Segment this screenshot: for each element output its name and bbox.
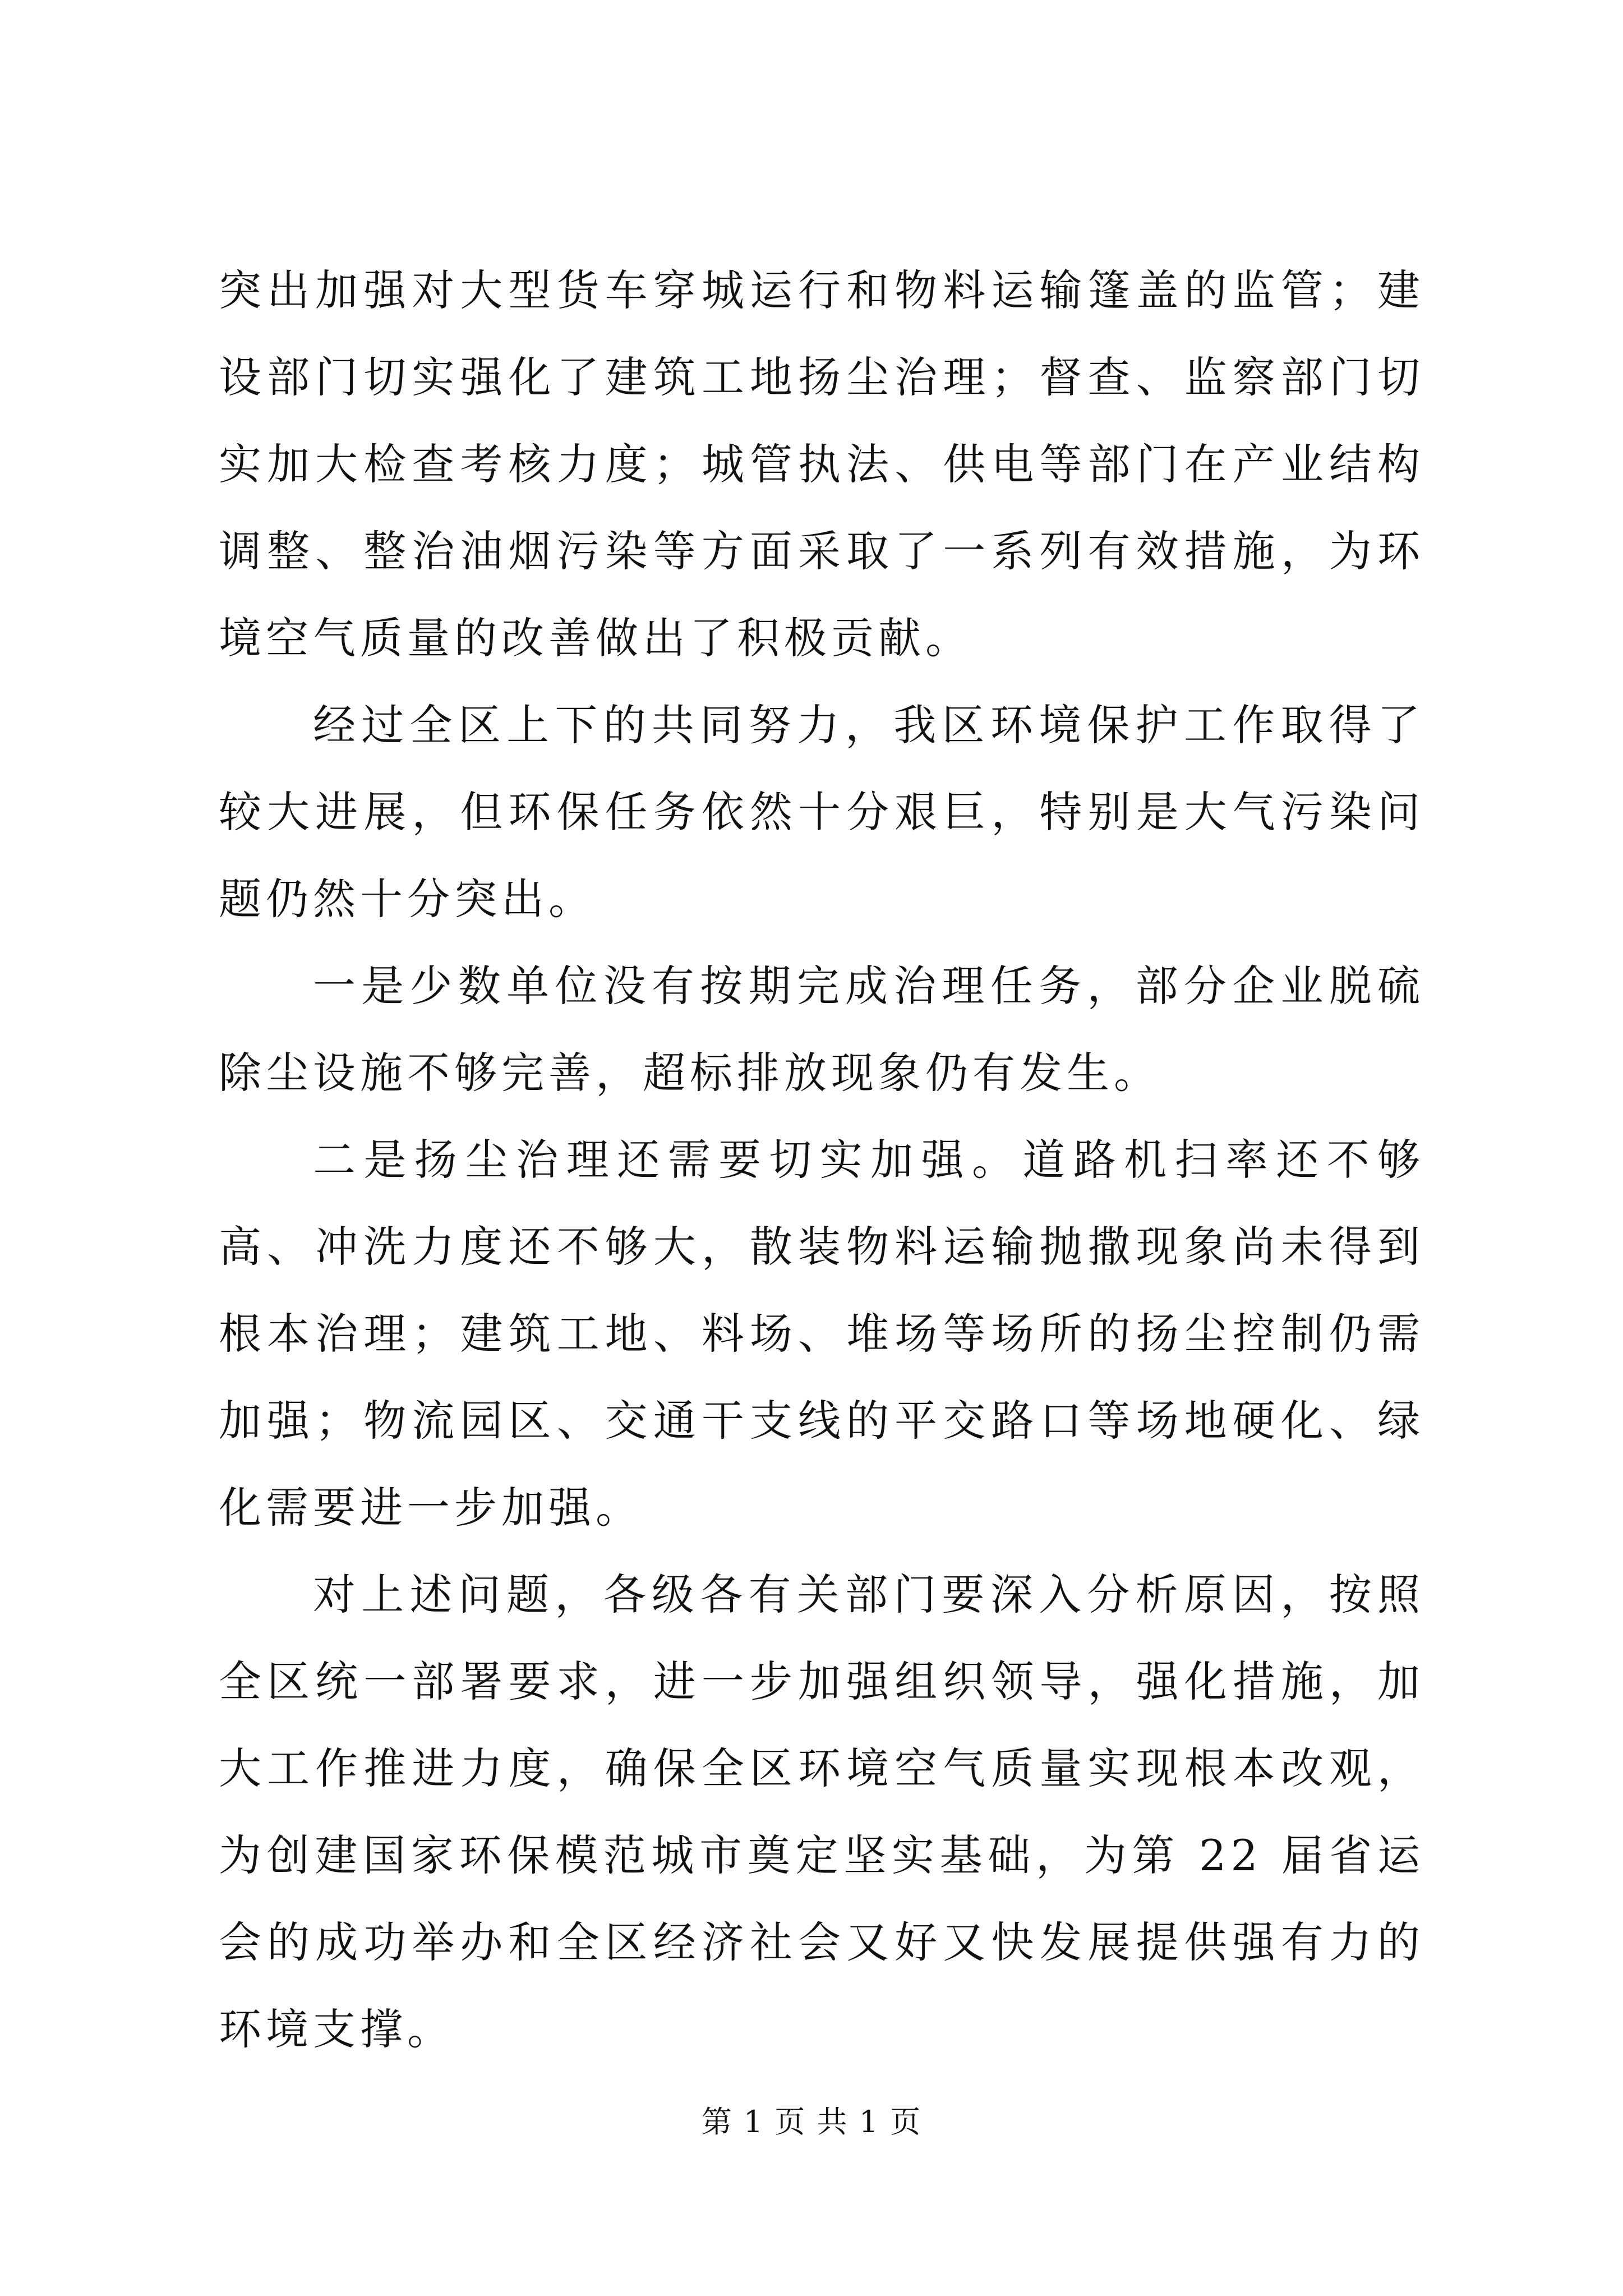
paragraph-2: 经过全区上下的共同努力，我区环境保护工作取得了较大进展，但环保任务依然十分艰巨，特别是大气污染问题仍然十分突出。 xyxy=(219,700,1424,924)
paragraph-5: 对上述问题，各级各有关部门要深入分析原因，按照全区统一部署要求，进一步加强组织领导，强化措施，加大工作推进力度，确保全区环境空气质量实现根本改观，为创建国家环保模范城市奠定坚实基础，为第 22 届省运会的成功举办和全区经济社会又好又快发展提供强有力的环境支撑。 xyxy=(219,1570,1424,2054)
paragraph-3: 一是少数单位没有按期完成治理任务，部分企业脱硫除尘设施不够完善，超标排放现象仍有发生。 xyxy=(219,961,1424,1098)
paragraph-4: 二是扬尘治理还需要切实加强。道路机扫率还不够高、冲洗力度还不够大，散装物料运输抛撒现象尚未得到根本治理；建筑工地、料场、堆场等场所的扬尘控制仍需加强；物流园区、交通干支线的平交路口等场地硬化、绿化需要进一步加强。 xyxy=(219,1135,1424,1533)
document-body xyxy=(219,247,1424,2073)
page-footer: 第 1 页 共 1 页 xyxy=(701,2104,922,2139)
paragraph-1: 突出加强对大型货车穿城运行和物料运输篷盖的监管；建设部门切实强化了建筑工地扬尘治理；督查、监察部门切实加大检查考核力度；城管执法、供电等部门在产业结构调整、整治油烟污染等方面采取了一系列有效措施，为环境空气质量的改善做出了积极贡献。 xyxy=(219,265,1424,663)
